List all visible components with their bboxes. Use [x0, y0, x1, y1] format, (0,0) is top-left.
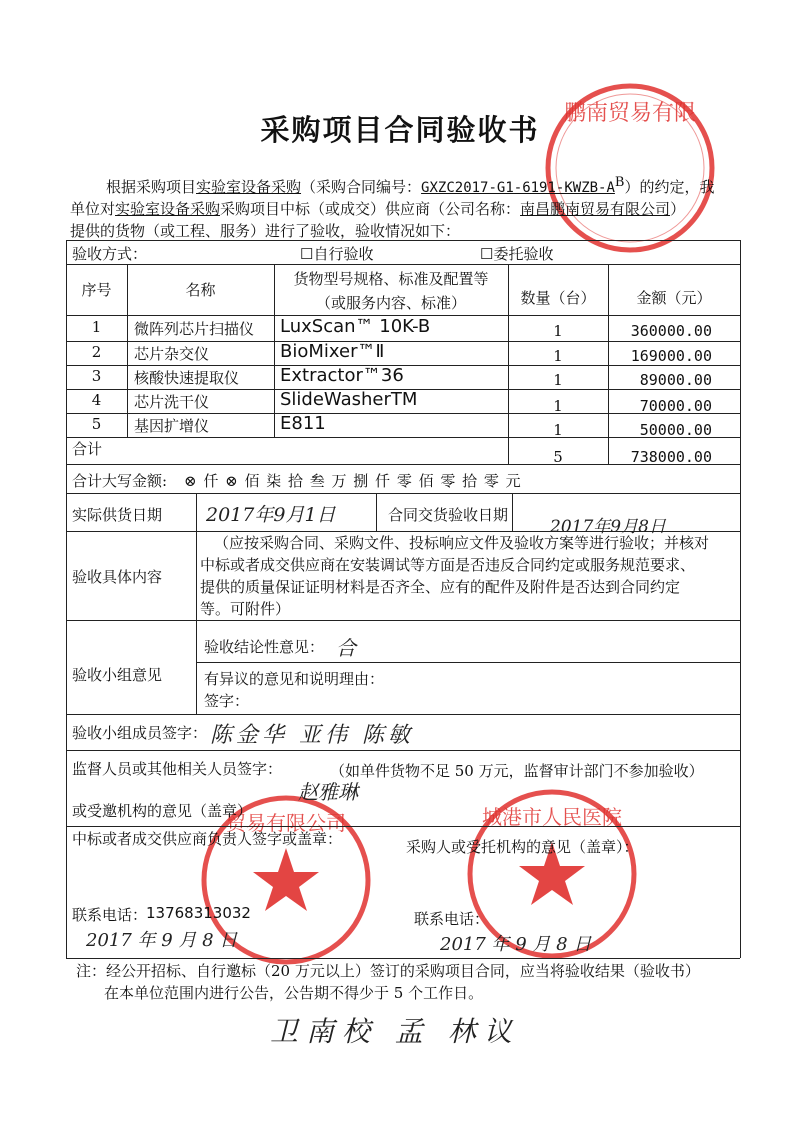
opinion-label: 验收小组意见: [72, 666, 163, 684]
conclusion-label: 验收结论性意见：: [204, 638, 325, 656]
supplier-phone-label: 联系电话：: [72, 906, 148, 924]
row-amount: 70000.00: [639, 397, 712, 415]
header-spec-1: 货物型号规格、标准及配置等: [293, 270, 489, 288]
members-signatures: 陈金华 亚伟 陈敏: [210, 723, 414, 748]
footer-signatures: 卫南校 孟 林议: [270, 1015, 520, 1048]
objection-label: 有异议的意见和说明理由：: [204, 670, 385, 688]
members-label: 验收小组成员签字：: [72, 724, 208, 742]
actual-delivery-date: 2017年9月1日: [206, 504, 336, 526]
supplier-date: 2017 年 9 月 8 日: [86, 930, 238, 951]
supervisor-note: （如单件货物不足 50 万元，监督审计部门不参加验收）: [330, 762, 704, 780]
row-spec: Extractor™36: [280, 365, 404, 386]
header-qty: 数量（台）: [520, 289, 596, 307]
intro-line-3: 提供的货物（或工程、服务）进行了验收，验收情况如下：: [70, 222, 461, 240]
row-name: 芯片杂交仪: [134, 345, 210, 363]
row-amount: 89000.00: [639, 371, 712, 389]
row-no: 5: [91, 415, 102, 433]
actual-delivery-label: 实际供货日期: [72, 506, 163, 524]
svg-text:贸易有限公司: 贸易有限公司: [226, 811, 346, 835]
contract-number-note: B: [614, 175, 625, 190]
total-qty: 5: [553, 448, 563, 466]
row-spec: LuxScan™ 10K-B: [280, 316, 431, 337]
purchaser-phone-label: 联系电话：: [414, 910, 490, 928]
contract-delivery-label: 合同交货验收日期: [388, 506, 509, 524]
row-qty: 1: [553, 347, 563, 365]
row-amount: 169000.00: [630, 347, 712, 365]
row-qty: 1: [553, 371, 563, 389]
row-qty: 1: [553, 421, 563, 439]
entrusted-acceptance-checkbox[interactable]: ☐委托验收: [480, 245, 554, 263]
document-title: 采购项目合同验收书: [260, 113, 540, 147]
row-no: 1: [91, 318, 102, 336]
row-name: 微阵列芯片扫描仪: [134, 320, 255, 338]
contract-number: GXZC2017-G1-6191-KWZB-A: [421, 180, 615, 196]
header-no: 序号: [81, 281, 112, 299]
method-label: 验收方式：: [72, 245, 148, 263]
row-no: 3: [91, 367, 102, 385]
row-name: 芯片洗干仪: [134, 393, 210, 411]
supervisor-signature: 赵雅琳: [298, 780, 358, 804]
row-name: 核酸快速提取仪: [134, 369, 240, 387]
conclusion-value: 合: [336, 636, 356, 660]
row-qty: 1: [553, 322, 563, 340]
note-line-2: 在本单位范围内进行公告，公告期不得少于 5 个工作日。: [104, 984, 484, 1002]
header-amount: 金额（元）: [636, 289, 712, 307]
row-name: 基因扩增仪: [134, 417, 210, 435]
row-no: 4: [91, 391, 102, 409]
content-text: （应按采购合同、采购文件、投标响应文件及验收方案等进行验收；并核对 中标或者成交供应商在安装调试等方面是否违反合同约定或服务规范要求、 提供的质量保证证明材料是否齐全、应有的配件及附件是否达到合同约定 等。可附件）: [200, 534, 710, 618]
purchaser-opinion-label: 采购人或受托机构的意见（盖章）：: [406, 838, 639, 856]
supplier-name: 南昌鹏南贸易有限公司: [520, 200, 671, 218]
header-name: 名称: [185, 281, 216, 299]
supplier-sign-label: 中标或者成交供应商负责人签字或盖章：: [72, 830, 343, 848]
invited-label: 或受邀机构的意见（盖章）: [72, 802, 253, 820]
purchaser-date: 2017 年 9 月 8 日: [440, 934, 592, 955]
supplier-phone: 13768313032: [146, 904, 251, 922]
svg-text:鹏南贸易有限: 鹏南贸易有限: [563, 101, 697, 126]
row-spec: SlideWasherTM: [280, 389, 418, 410]
intro-line-1: 根据采购项目实验室设备采购（采购合同编号：GXZC2017-G1-6191-KWZB-AB）的约定，我: [106, 175, 715, 196]
row-spec: E811: [280, 413, 326, 434]
capital-value: ⊗ 仟 ⊗ 佰 柒 拾 叁 万 捌 仟 零 佰 零 拾 零 元: [184, 472, 522, 490]
svg-text:城港市人民医院: 城港市人民医院: [482, 805, 622, 829]
header-spec-2: （或服务内容、标准）: [315, 294, 466, 312]
self-acceptance-checkbox[interactable]: ☐自行验收: [300, 245, 374, 263]
total-amount: 738000.00: [630, 448, 712, 466]
row-qty: 1: [553, 397, 563, 415]
intro-line-2: 单位对实验室设备采购采购项目中标（或成交）供应商（公司名称：南昌鹏南贸易有限公司）: [70, 200, 686, 218]
note-line-1: 注：经公开招标、自行邀标（20 万元以上）签订的采购项目合同，应当将验收结果（验收书）: [76, 962, 700, 980]
row-amount: 50000.00: [639, 421, 712, 439]
content-label: 验收具体内容: [72, 568, 163, 586]
opinion-sign-label: 签字：: [204, 692, 250, 710]
row-no: 2: [91, 343, 102, 361]
row-spec: BioMixer™Ⅱ: [280, 341, 385, 362]
supervisor-label: 监督人员或其他相关人员签字：: [72, 760, 283, 778]
total-label: 合计: [72, 440, 103, 458]
contract-delivery-date: 2017年9月8日: [550, 517, 666, 537]
row-amount: 360000.00: [630, 322, 712, 340]
capital-label: 合计大写金额:: [72, 472, 168, 490]
